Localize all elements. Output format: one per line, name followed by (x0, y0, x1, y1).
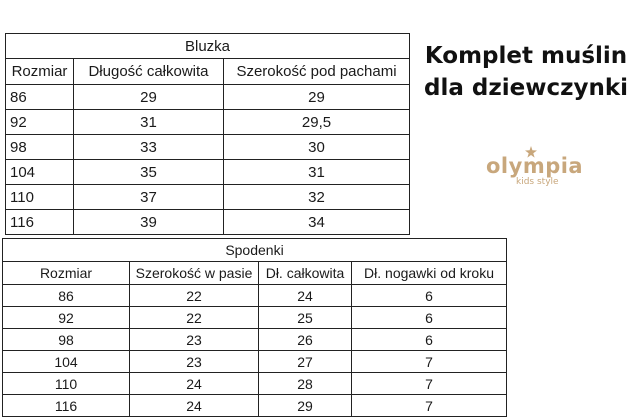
spodenki-header-waist: Szerokość w pasie (130, 262, 259, 285)
table-row (6, 85, 410, 110)
table-cell: 23 (130, 329, 259, 351)
table-cell: 29 (74, 85, 224, 110)
table-cell: 28 (259, 373, 352, 395)
spodenki-header-length: Dł. całkowita (259, 262, 352, 285)
table-cell: 6 (352, 285, 507, 307)
table-cell: 24 (259, 285, 352, 307)
bluzka-header-size: Rozmiar (6, 59, 74, 85)
spodenki-table-title: Spodenki (3, 239, 507, 262)
table-cell: 104 (6, 160, 74, 185)
table-row (3, 373, 507, 395)
table-row (6, 110, 410, 135)
table-row (6, 135, 410, 160)
table-cell: 35 (74, 160, 224, 185)
table-cell: 6 (352, 307, 507, 329)
spodenki-size-table (2, 238, 507, 417)
table-row (3, 395, 507, 417)
table-cell: 110 (3, 373, 130, 395)
product-title (418, 40, 634, 104)
table-cell: 29 (259, 395, 352, 417)
table-cell: 33 (74, 135, 224, 160)
table-cell: 110 (6, 185, 74, 210)
table-row (3, 329, 507, 351)
table-row (6, 185, 410, 210)
table-cell: 7 (352, 395, 507, 417)
table-row (6, 160, 410, 185)
table-cell: 86 (6, 85, 74, 110)
table-cell: 32 (224, 185, 410, 210)
bluzka-size-table (5, 33, 410, 235)
table-cell: 31 (74, 110, 224, 135)
table-cell: 26 (259, 329, 352, 351)
table-cell: 98 (3, 329, 130, 351)
brand-logo (486, 146, 584, 192)
table-row (3, 285, 507, 307)
table-cell: 29 (224, 85, 410, 110)
bluzka-table-title: Bluzka (6, 34, 410, 59)
table-cell: 23 (130, 351, 259, 373)
table-cell: 39 (74, 210, 224, 235)
table-cell: 116 (6, 210, 74, 235)
table-cell: 27 (259, 351, 352, 373)
table-row (3, 307, 507, 329)
product-title-line-2: dla dziewczynki (423, 75, 629, 101)
spodenki-header-size: Rozmiar (3, 262, 130, 285)
table-cell: 92 (3, 307, 130, 329)
table-cell: 31 (224, 160, 410, 185)
bluzka-header-length: Długość całkowita (74, 59, 224, 85)
table-cell: 104 (3, 351, 130, 373)
bluzka-header-width: Szerokość pod pachami (224, 59, 410, 85)
table-cell: 7 (352, 373, 507, 395)
table-cell: 29,5 (224, 110, 410, 135)
product-title-line-1: Komplet muślin (424, 43, 628, 69)
table-cell: 37 (74, 185, 224, 210)
table-cell: 24 (130, 373, 259, 395)
table-cell: 22 (130, 285, 259, 307)
table-cell: 24 (130, 395, 259, 417)
brand-logo-tagline: kids style (516, 177, 559, 187)
table-cell: 98 (6, 135, 74, 160)
brand-logo-name: olympia (486, 154, 584, 178)
table-cell: 25 (259, 307, 352, 329)
table-cell: 22 (130, 307, 259, 329)
table-cell: 116 (3, 395, 130, 417)
table-cell: 34 (224, 210, 410, 235)
table-row (6, 210, 410, 235)
spodenki-header-inseam: Dł. nogawki od kroku (352, 262, 507, 285)
table-cell: 92 (6, 110, 74, 135)
table-cell: 30 (224, 135, 410, 160)
table-cell: 86 (3, 285, 130, 307)
table-cell: 7 (352, 351, 507, 373)
table-row (3, 351, 507, 373)
table-cell: 6 (352, 329, 507, 351)
